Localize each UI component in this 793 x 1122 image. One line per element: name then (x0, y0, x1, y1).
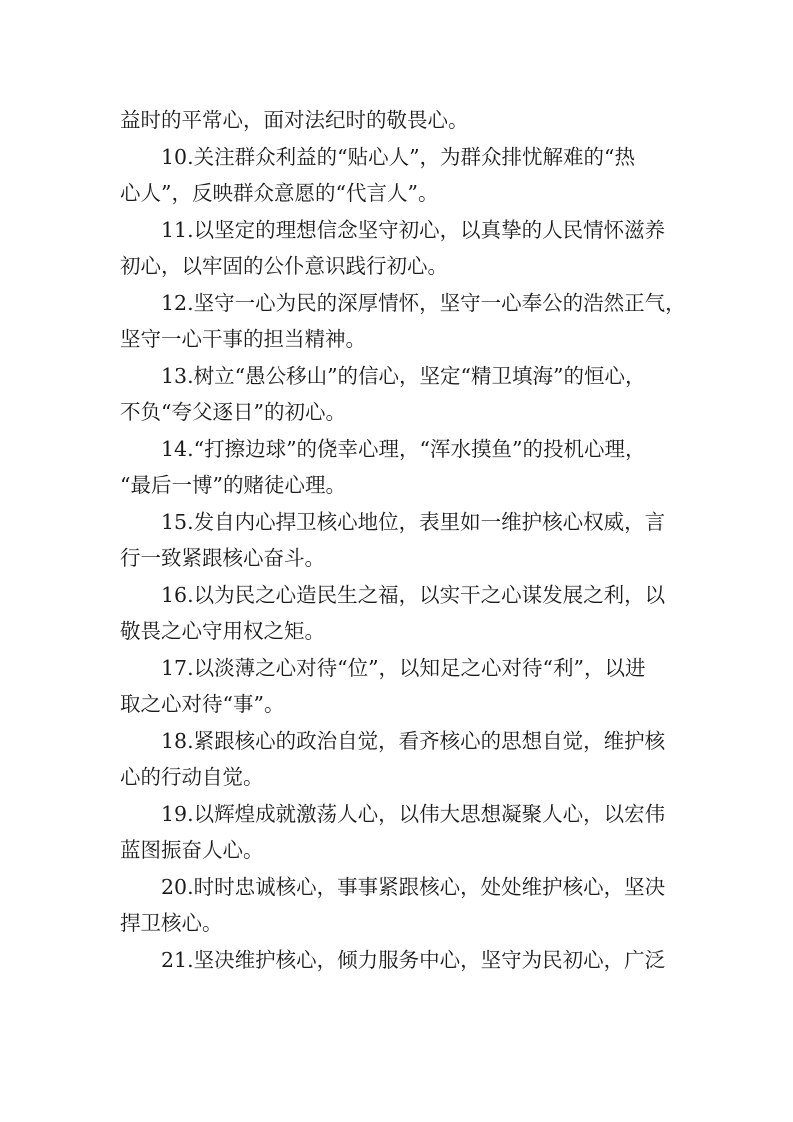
text-line: 益时的平常心，面对法纪时的敬畏心。 (120, 108, 469, 132)
text-line: 敬畏之心守用权之矩。 (120, 619, 325, 643)
document-body (120, 102, 686, 978)
text-line: 18.紧跟核心的政治自觉，看齐核心的思想自觉，维护核 (161, 728, 666, 753)
text-line: 心的行动自觉。 (120, 765, 264, 789)
text-line: 17.以淡薄之心对待“位”，以知足之心对待“利”，以进 (161, 655, 646, 680)
text-line: 行一致紧跟核心奋斗。 (120, 546, 325, 570)
text-line: 10.关注群众利益的“贴心人”，为群众排忧解难的“热 (161, 144, 636, 169)
text-line: 13.树立“愚公移山”的信心，坚定“精卫填海”的恒心， (161, 363, 646, 388)
text-line: 取之心对待“事”。 (120, 692, 285, 716)
text-line: 坚守一心干事的担当精神。 (120, 327, 366, 351)
text-line: 20.时时忠诚核心，事事紧跟核心，处处维护核心，坚决 (161, 874, 666, 899)
text-line: 21.坚决维护核心，倾力服务中心，坚守为民初心，广泛 (161, 947, 666, 972)
text-line: 16.以为民之心造民生之福，以实干之心谋发展之利，以 (161, 582, 666, 607)
text-line: 19.以辉煌成就激荡人心，以伟大思想凝聚人心，以宏伟 (161, 801, 666, 826)
text-line: 捍卫核心。 (120, 911, 223, 935)
text-line: 蓝图振奋人心。 (120, 838, 264, 862)
text-line: 12.坚守一心为民的深厚情怀，坚守一心奉公的浩然正气， (161, 290, 686, 315)
text-line: 心人”，反映群众意愿的“代言人”。 (120, 181, 439, 205)
text-line: “最后一博”的赌徒心理。 (120, 473, 346, 497)
text-line: 11.以坚定的理想信念坚守初心，以真挚的人民情怀滋养 (161, 217, 666, 242)
text-line: 初心，以牢固的公仆意识践行初心。 (120, 254, 448, 278)
text-line: 不负“夸父逐日”的初心。 (120, 400, 346, 424)
text-line: 15.发自内心捍卫核心地位，表里如一维护核心权威，言 (161, 509, 666, 534)
text-line: 14.“打擦边球”的侥幸心理，“浑水摸鱼”的投机心理， (161, 436, 646, 461)
